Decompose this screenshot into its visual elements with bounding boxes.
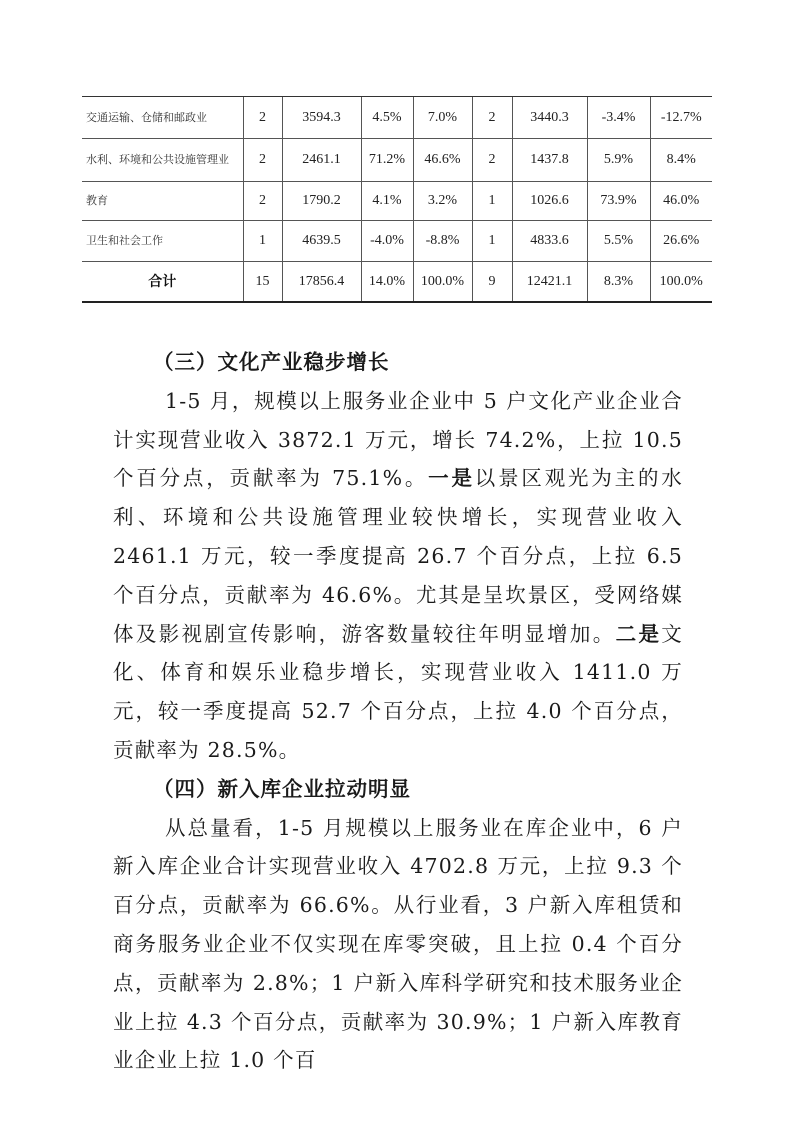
table-row <box>82 139 712 182</box>
contribution-cell: 100.0% <box>650 262 712 303</box>
count-cell: 2 <box>243 139 282 182</box>
table-row <box>82 97 712 139</box>
revenue-cell: 3440.3 <box>512 97 587 139</box>
section-heading-new-enterprises: （四）新入库企业拉动明显 <box>153 776 411 801</box>
growth-cell: -3.4% <box>587 97 650 139</box>
contribution-cell: 26.6% <box>650 221 712 262</box>
count-cell: 2 <box>472 139 512 182</box>
industry-cell: 交通运输、仓储和邮政业 <box>82 97 243 139</box>
growth-cell: 4.1% <box>361 182 413 221</box>
table-total-row <box>82 262 712 303</box>
industry-cell: 水利、环境和公共设施管理业 <box>82 139 243 182</box>
growth-cell: 14.0% <box>361 262 413 303</box>
paragraph-culture <box>113 382 683 770</box>
industry-table <box>82 96 712 303</box>
revenue-cell: 3594.3 <box>282 97 361 139</box>
revenue-cell: 1026.6 <box>512 182 587 221</box>
revenue-cell: 4639.5 <box>282 221 361 262</box>
total-label: 合计 <box>82 262 243 303</box>
count-cell: 15 <box>243 262 282 303</box>
paragraph-text: 文化、体育和娱乐业稳步增长，实现营业收入 1411.0 万元，较一季度提高 52.7 个百分点，上拉 4.0 个百分点，贡献率为 28.5%。 <box>113 621 683 762</box>
growth-cell: 5.5% <box>587 221 650 262</box>
paragraph-new-enterprises: 从总量看，1-5 月规模以上服务业在库企业中，6 户新入库企业合计实现营业收入 4702.8 万元，上拉 9.3 个百分点，贡献率为 66.6%。从行业看，3 户新入库租赁和商务服务业企业不仅实现在库零突破，且上拉 0.4 个百分点，贡献率为 2.8%；1 户新入库科学研究和技术服务业企业上拉 4.3 个百分点，贡献率为 30.9%；1 户新入库教育业企业上拉 1.0 个百 <box>113 815 683 1073</box>
paragraph-text: 1-5 月，规模以上服务业企业中 5 户文化产业企业合计实现营业收入 3872.1 万元，增长 74.2%，上拉 10.5 个百分点，贡献率为 75.1%。 <box>113 388 683 491</box>
contribution-cell: 46.6% <box>413 139 472 182</box>
growth-cell: 73.9% <box>587 182 650 221</box>
revenue-cell: 1790.2 <box>282 182 361 221</box>
growth-cell: 71.2% <box>361 139 413 182</box>
growth-cell: -4.0% <box>361 221 413 262</box>
contribution-cell: 100.0% <box>413 262 472 303</box>
paragraph-text: 以景区观光为主的水利、环境和公共设施管理业较快增长，实现营业收入 2461.1 万元，较一季度提高 26.7 个百分点，上拉 6.5 个百分点，贡献率为 46.6%。尤其是呈坎景区，受网络媒体及影视剧宣传影响，游客数量较往年明显增加。 <box>113 466 683 646</box>
section-heading-culture: （三）文化产业稳步增长 <box>153 350 390 374</box>
contribution-cell: 46.0% <box>650 182 712 221</box>
count-cell: 2 <box>243 97 282 139</box>
contribution-cell: -8.8% <box>413 221 472 262</box>
contribution-cell: -12.7% <box>650 97 712 139</box>
revenue-cell: 1437.8 <box>512 139 587 182</box>
bold-marker: 一是 <box>428 466 475 491</box>
count-cell: 2 <box>243 182 282 221</box>
revenue-cell: 4833.6 <box>512 221 587 262</box>
growth-cell: 8.3% <box>587 262 650 303</box>
revenue-cell: 17856.4 <box>282 262 361 303</box>
contribution-cell: 8.4% <box>650 139 712 182</box>
count-cell: 1 <box>472 182 512 221</box>
count-cell: 2 <box>472 97 512 139</box>
body-text <box>113 343 683 1080</box>
growth-cell: 5.9% <box>587 139 650 182</box>
contribution-cell: 3.2% <box>413 182 472 221</box>
table-row <box>82 221 712 262</box>
count-cell: 1 <box>472 221 512 262</box>
industry-cell: 卫生和社会工作 <box>82 221 243 262</box>
bold-marker: 二是 <box>615 621 662 646</box>
revenue-cell: 12421.1 <box>512 262 587 303</box>
revenue-cell: 2461.1 <box>282 139 361 182</box>
count-cell: 9 <box>472 262 512 303</box>
table-row <box>82 182 712 221</box>
industry-cell: 教育 <box>82 182 243 221</box>
contribution-cell: 7.0% <box>413 97 472 139</box>
count-cell: 1 <box>243 221 282 262</box>
growth-cell: 4.5% <box>361 97 413 139</box>
